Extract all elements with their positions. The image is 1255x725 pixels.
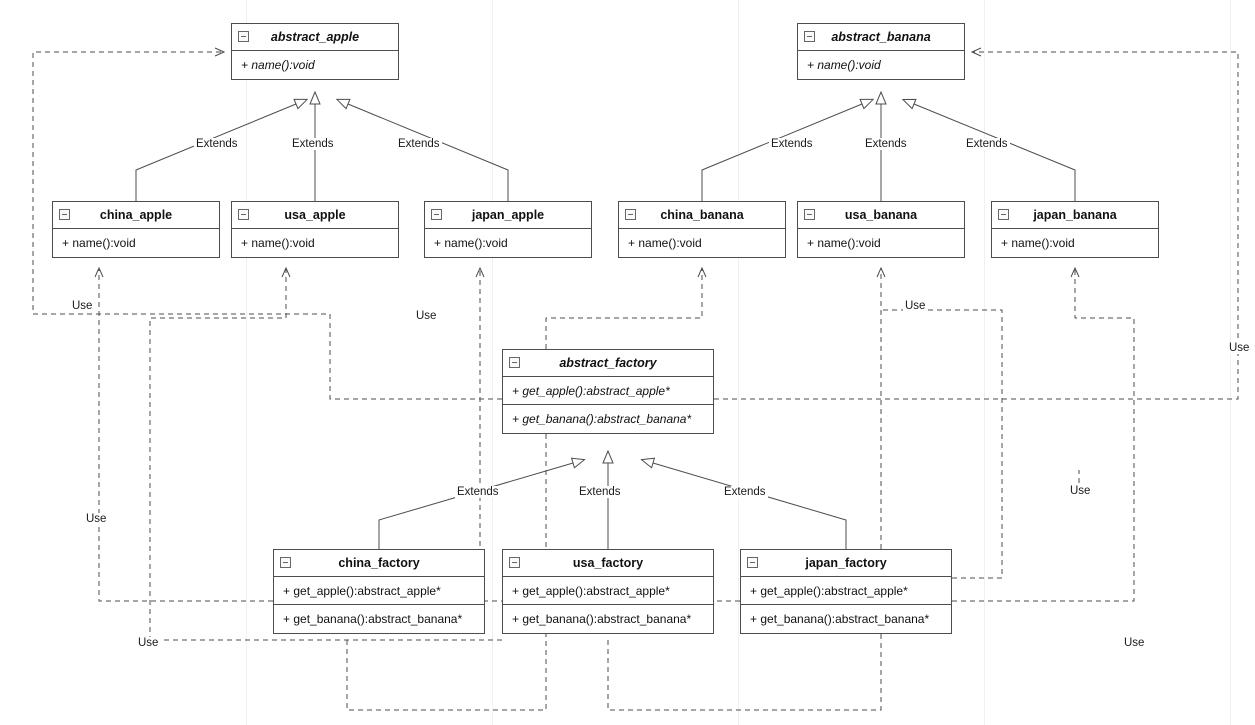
edge-label-ext-china-apple: Extends	[196, 138, 238, 150]
uml-class-member: + name():void	[1001, 236, 1075, 250]
uml-class-title: japan_banana	[992, 202, 1158, 229]
class-stereotype-icon	[804, 31, 815, 42]
uml-class-member: + get_banana():abstract_banana*	[750, 612, 930, 626]
edge-label-ext-usa-factory: Extends	[579, 486, 621, 498]
edge-label-ext-usa-banana: Extends	[865, 138, 907, 150]
class-stereotype-icon	[238, 31, 249, 42]
class-stereotype-icon	[280, 557, 291, 568]
uml-class-member: + get_apple():abstract_apple*	[741, 577, 951, 605]
uml-class-title: japan_factory	[741, 550, 951, 577]
class-stereotype-icon	[431, 209, 442, 220]
uml-class-member: + get_banana():abstract_banana*	[512, 412, 692, 426]
edge-label-use-far-right: Use	[1229, 342, 1250, 354]
uml-class-title: usa_apple	[232, 202, 398, 229]
uml-class-china_factory[interactable]	[273, 549, 485, 634]
uml-class-china_banana[interactable]	[618, 201, 786, 258]
uml-class-member: + get_banana():abstract_banana*	[283, 612, 463, 626]
class-stereotype-icon	[625, 209, 636, 220]
edge-label-use-left-bottom: Use	[138, 637, 159, 649]
edge-label-use-right-top: Use	[905, 300, 926, 312]
uml-class-china_apple[interactable]	[52, 201, 220, 258]
edge-label-use-right-bottom: Use	[1124, 637, 1145, 649]
edge-label-ext-japan-factory: Extends	[724, 486, 766, 498]
edge-label-use-right-mid: Use	[1070, 485, 1091, 497]
uml-class-member: + name():void	[807, 236, 881, 250]
uml-class-title: abstract_factory	[503, 350, 713, 377]
uml-class-japan_banana[interactable]	[991, 201, 1159, 258]
edge-label-ext-china-banana: Extends	[771, 138, 813, 150]
uml-class-title: china_factory	[274, 550, 484, 577]
uml-class-member: + name():void	[62, 236, 136, 250]
class-stereotype-icon	[59, 209, 70, 220]
edge-label-ext-usa-apple: Extends	[292, 138, 334, 150]
class-stereotype-icon	[509, 357, 520, 368]
uml-class-member: + get_apple():abstract_apple*	[274, 577, 484, 605]
uml-class-japan_apple[interactable]	[424, 201, 592, 258]
uml-class-title: usa_banana	[798, 202, 964, 229]
uml-class-title: abstract_apple	[232, 24, 398, 51]
class-stereotype-icon	[998, 209, 1009, 220]
class-stereotype-icon	[804, 209, 815, 220]
uml-class-usa_banana[interactable]	[797, 201, 965, 258]
edge-label-ext-japan-banana: Extends	[966, 138, 1008, 150]
uml-class-member: + get_apple():abstract_apple*	[503, 377, 713, 405]
uml-class-member: + name():void	[628, 236, 702, 250]
edge-label-use-left-mid: Use	[86, 513, 107, 525]
uml-class-japan_factory[interactable]	[740, 549, 952, 634]
uml-class-member: + name():void	[241, 58, 315, 72]
uml-class-title: china_banana	[619, 202, 785, 229]
uml-class-abstract_apple[interactable]	[231, 23, 399, 80]
edge-label-use-left-top: Use	[72, 300, 93, 312]
uml-class-usa_apple[interactable]	[231, 201, 399, 258]
uml-class-member: + get_apple():abstract_apple*	[503, 577, 713, 605]
uml-class-member: + name():void	[241, 236, 315, 250]
uml-class-abstract_factory[interactable]	[502, 349, 714, 434]
uml-class-title: china_apple	[53, 202, 219, 229]
edge-label-use-mid-top: Use	[416, 310, 437, 322]
edge-label-ext-japan-apple: Extends	[398, 138, 440, 150]
uml-class-usa_factory[interactable]	[502, 549, 714, 634]
class-stereotype-icon	[747, 557, 758, 568]
uml-class-title: japan_apple	[425, 202, 591, 229]
uml-class-member: + name():void	[807, 58, 881, 72]
uml-class-member: + name():void	[434, 236, 508, 250]
uml-class-title: usa_factory	[503, 550, 713, 577]
edge-label-ext-china-factory: Extends	[457, 486, 499, 498]
class-stereotype-icon	[509, 557, 520, 568]
class-stereotype-icon	[238, 209, 249, 220]
uml-class-abstract_banana[interactable]	[797, 23, 965, 80]
uml-class-member: + get_banana():abstract_banana*	[512, 612, 692, 626]
uml-class-title: abstract_banana	[798, 24, 964, 51]
